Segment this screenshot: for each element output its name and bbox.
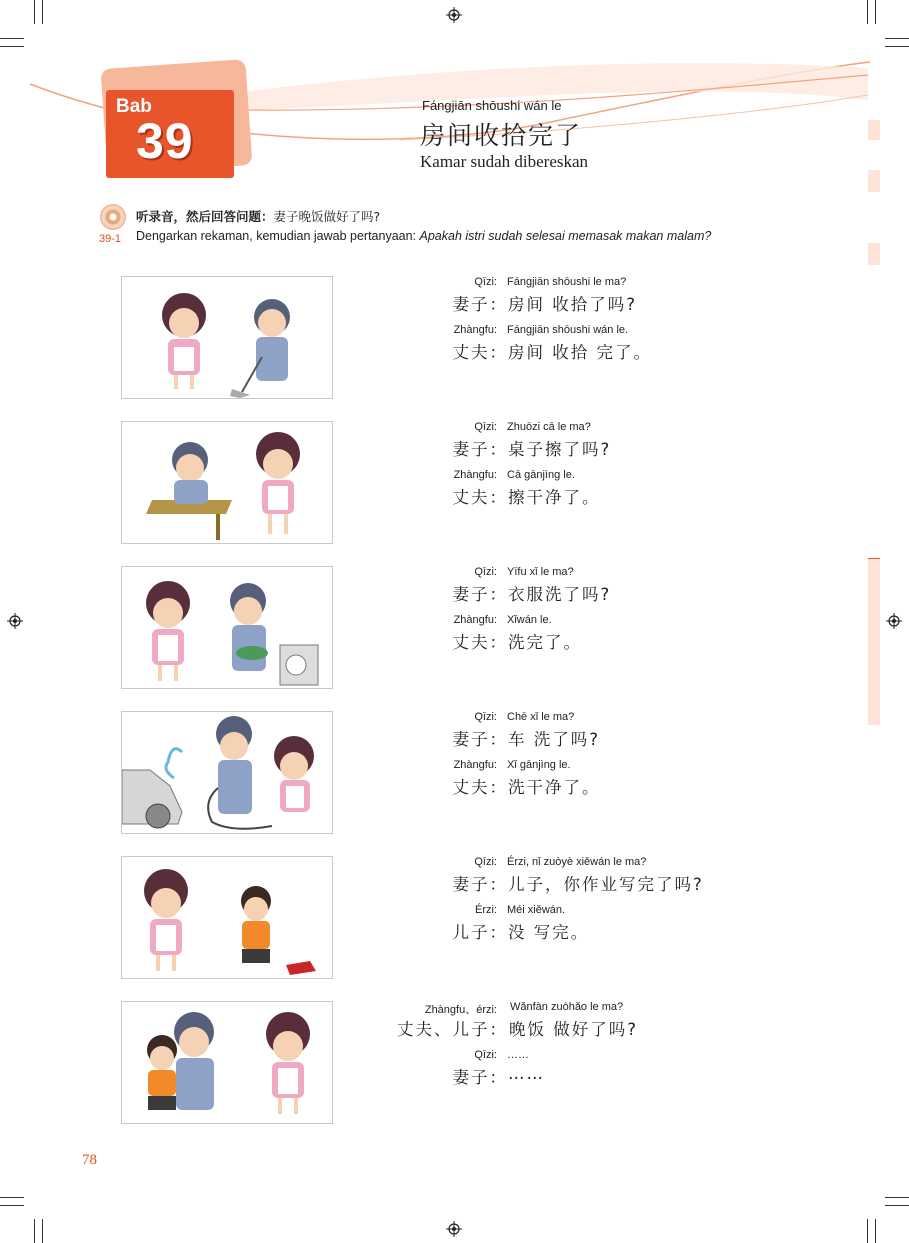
line-pinyin: Fángjiān shōushi wán le. [507, 324, 629, 336]
line-pinyin: Fángjiān shōushi le ma? [507, 276, 627, 288]
side-tab [868, 243, 880, 265]
speaker-pinyin: Qīzi: [474, 421, 497, 433]
title-pinyin: Fángjiān shōushi wán le [422, 98, 562, 113]
speaker-pinyin: Zhàngfu: [453, 324, 497, 336]
registration-mark-icon [446, 1221, 462, 1237]
speaker-chinese: 妻子： [452, 1068, 508, 1087]
chapter-number: 39 [136, 113, 194, 169]
crop-mark [0, 1205, 24, 1206]
speaker-chinese: 妻子： [452, 730, 508, 749]
instruction-indonesian-lead: Dengarkan rekaman, kemudian jawab pertanyaan: [136, 229, 420, 243]
line-pinyin: Érzi, nǐ zuòyè xiěwán le ma? [507, 856, 647, 868]
illustration-husband-son-ask-wife [121, 1001, 333, 1124]
speaker-pinyin: Qīzi: [474, 276, 497, 288]
speaker-chinese: 丈夫： [452, 488, 508, 507]
line-pinyin: Xǐ gānjìng le. [507, 759, 571, 771]
registration-mark-icon [886, 613, 902, 629]
speaker-pinyin: Qīzi: [474, 1049, 497, 1061]
instruction-indonesian-question: Apakah istri sudah selesai memasak makan malam? [419, 229, 712, 243]
speaker-chinese: 妻子： [452, 295, 508, 314]
illustration-husband-laundry [121, 566, 333, 689]
track-number: 39-1 [99, 233, 122, 245]
line-chinese: 房间 收拾了吗? [508, 295, 638, 314]
page-number: 78 [82, 1152, 97, 1168]
crop-mark [0, 1197, 24, 1198]
line-chinese: 洗完了。 [508, 633, 582, 652]
line-pinyin: Cā gānjìng le. [507, 469, 575, 481]
illustration-wife-husband-sweeping [121, 276, 333, 399]
speaker-pinyin: Érzi: [475, 904, 497, 916]
crop-mark [875, 1219, 876, 1243]
line-pinyin: Yīfu xǐ le ma? [507, 566, 574, 578]
speaker-pinyin: Qīzi: [474, 566, 497, 578]
line-pinyin: Zhuōzi cā le ma? [507, 421, 591, 433]
crop-mark [42, 1219, 43, 1243]
side-tab [868, 558, 880, 725]
instruction-chinese [136, 207, 380, 225]
crop-mark [885, 1197, 909, 1198]
speaker-pinyin: Zhàngfu、érzi: [424, 1004, 497, 1016]
line-pinyin: Méi xiěwán. [507, 904, 566, 916]
line-chinese: 洗干净了。 [508, 778, 601, 797]
speaker-chinese: 妻子： [452, 585, 508, 604]
line-pinyin: Chē xǐ le ma? [507, 711, 575, 723]
instruction-chinese-lead: 听录音，然后回答问题： [136, 209, 274, 224]
chapter-badge [106, 90, 234, 178]
speaker-pinyin: Qīzi: [474, 856, 497, 868]
title-translation: Kamar sudah dibereskan [420, 152, 589, 171]
side-tab [868, 120, 880, 140]
illustration-wife-son-homework [121, 856, 333, 979]
line-chinese: 房间 收拾 完了。 [508, 343, 652, 362]
speaker-chinese: 儿子： [452, 923, 508, 942]
line-chinese: …… [508, 1064, 545, 1083]
line-chinese: 擦干净了。 [508, 488, 601, 507]
speaker-chinese: 丈夫： [452, 633, 508, 652]
speaker-chinese: 丈夫： [452, 778, 508, 797]
instruction-indonesian [136, 229, 711, 243]
speaker-chinese: 丈夫： [452, 343, 508, 362]
crop-mark [34, 1219, 35, 1243]
speaker-chinese: 丈夫、儿子： [397, 1020, 508, 1039]
side-tab [868, 170, 880, 192]
audio-cd-icon[interactable] [100, 204, 126, 230]
line-chinese: 没 写完。 [508, 923, 590, 942]
speaker-pinyin: Zhàngfu: [453, 469, 497, 481]
line-chinese: 车 洗了吗? [508, 730, 601, 749]
illustration-husband-washing-car [121, 711, 333, 834]
line-chinese: 晚饭 做好了吗? [509, 1020, 639, 1039]
line-chinese: 衣服洗了吗? [508, 585, 612, 604]
speaker-chinese: 妻子： [452, 875, 508, 894]
page-title: 房间收拾完了 [420, 121, 583, 150]
speaker-pinyin: Qīzi: [474, 711, 497, 723]
speaker-pinyin: Zhàngfu: [453, 614, 497, 626]
line-pinyin: Wǎnfàn zuòhǎo le ma? [510, 1001, 624, 1013]
instruction-chinese-question: 妻子晚饭做好了吗? [273, 209, 381, 224]
crop-mark [885, 1205, 909, 1206]
line-pinyin: …… [507, 1049, 529, 1061]
speaker-pinyin: Zhàngfu: [453, 759, 497, 771]
speaker-chinese: 妻子： [452, 440, 508, 459]
registration-mark-icon [7, 613, 23, 629]
chapter-label: Bab [116, 96, 152, 117]
line-chinese: 桌子擦了吗? [508, 440, 612, 459]
crop-mark [867, 1219, 868, 1243]
line-chinese: 儿子，你作业写完了吗? [508, 875, 704, 894]
line-pinyin: Xǐwán le. [507, 614, 552, 626]
illustration-husband-wiping-table [121, 421, 333, 544]
